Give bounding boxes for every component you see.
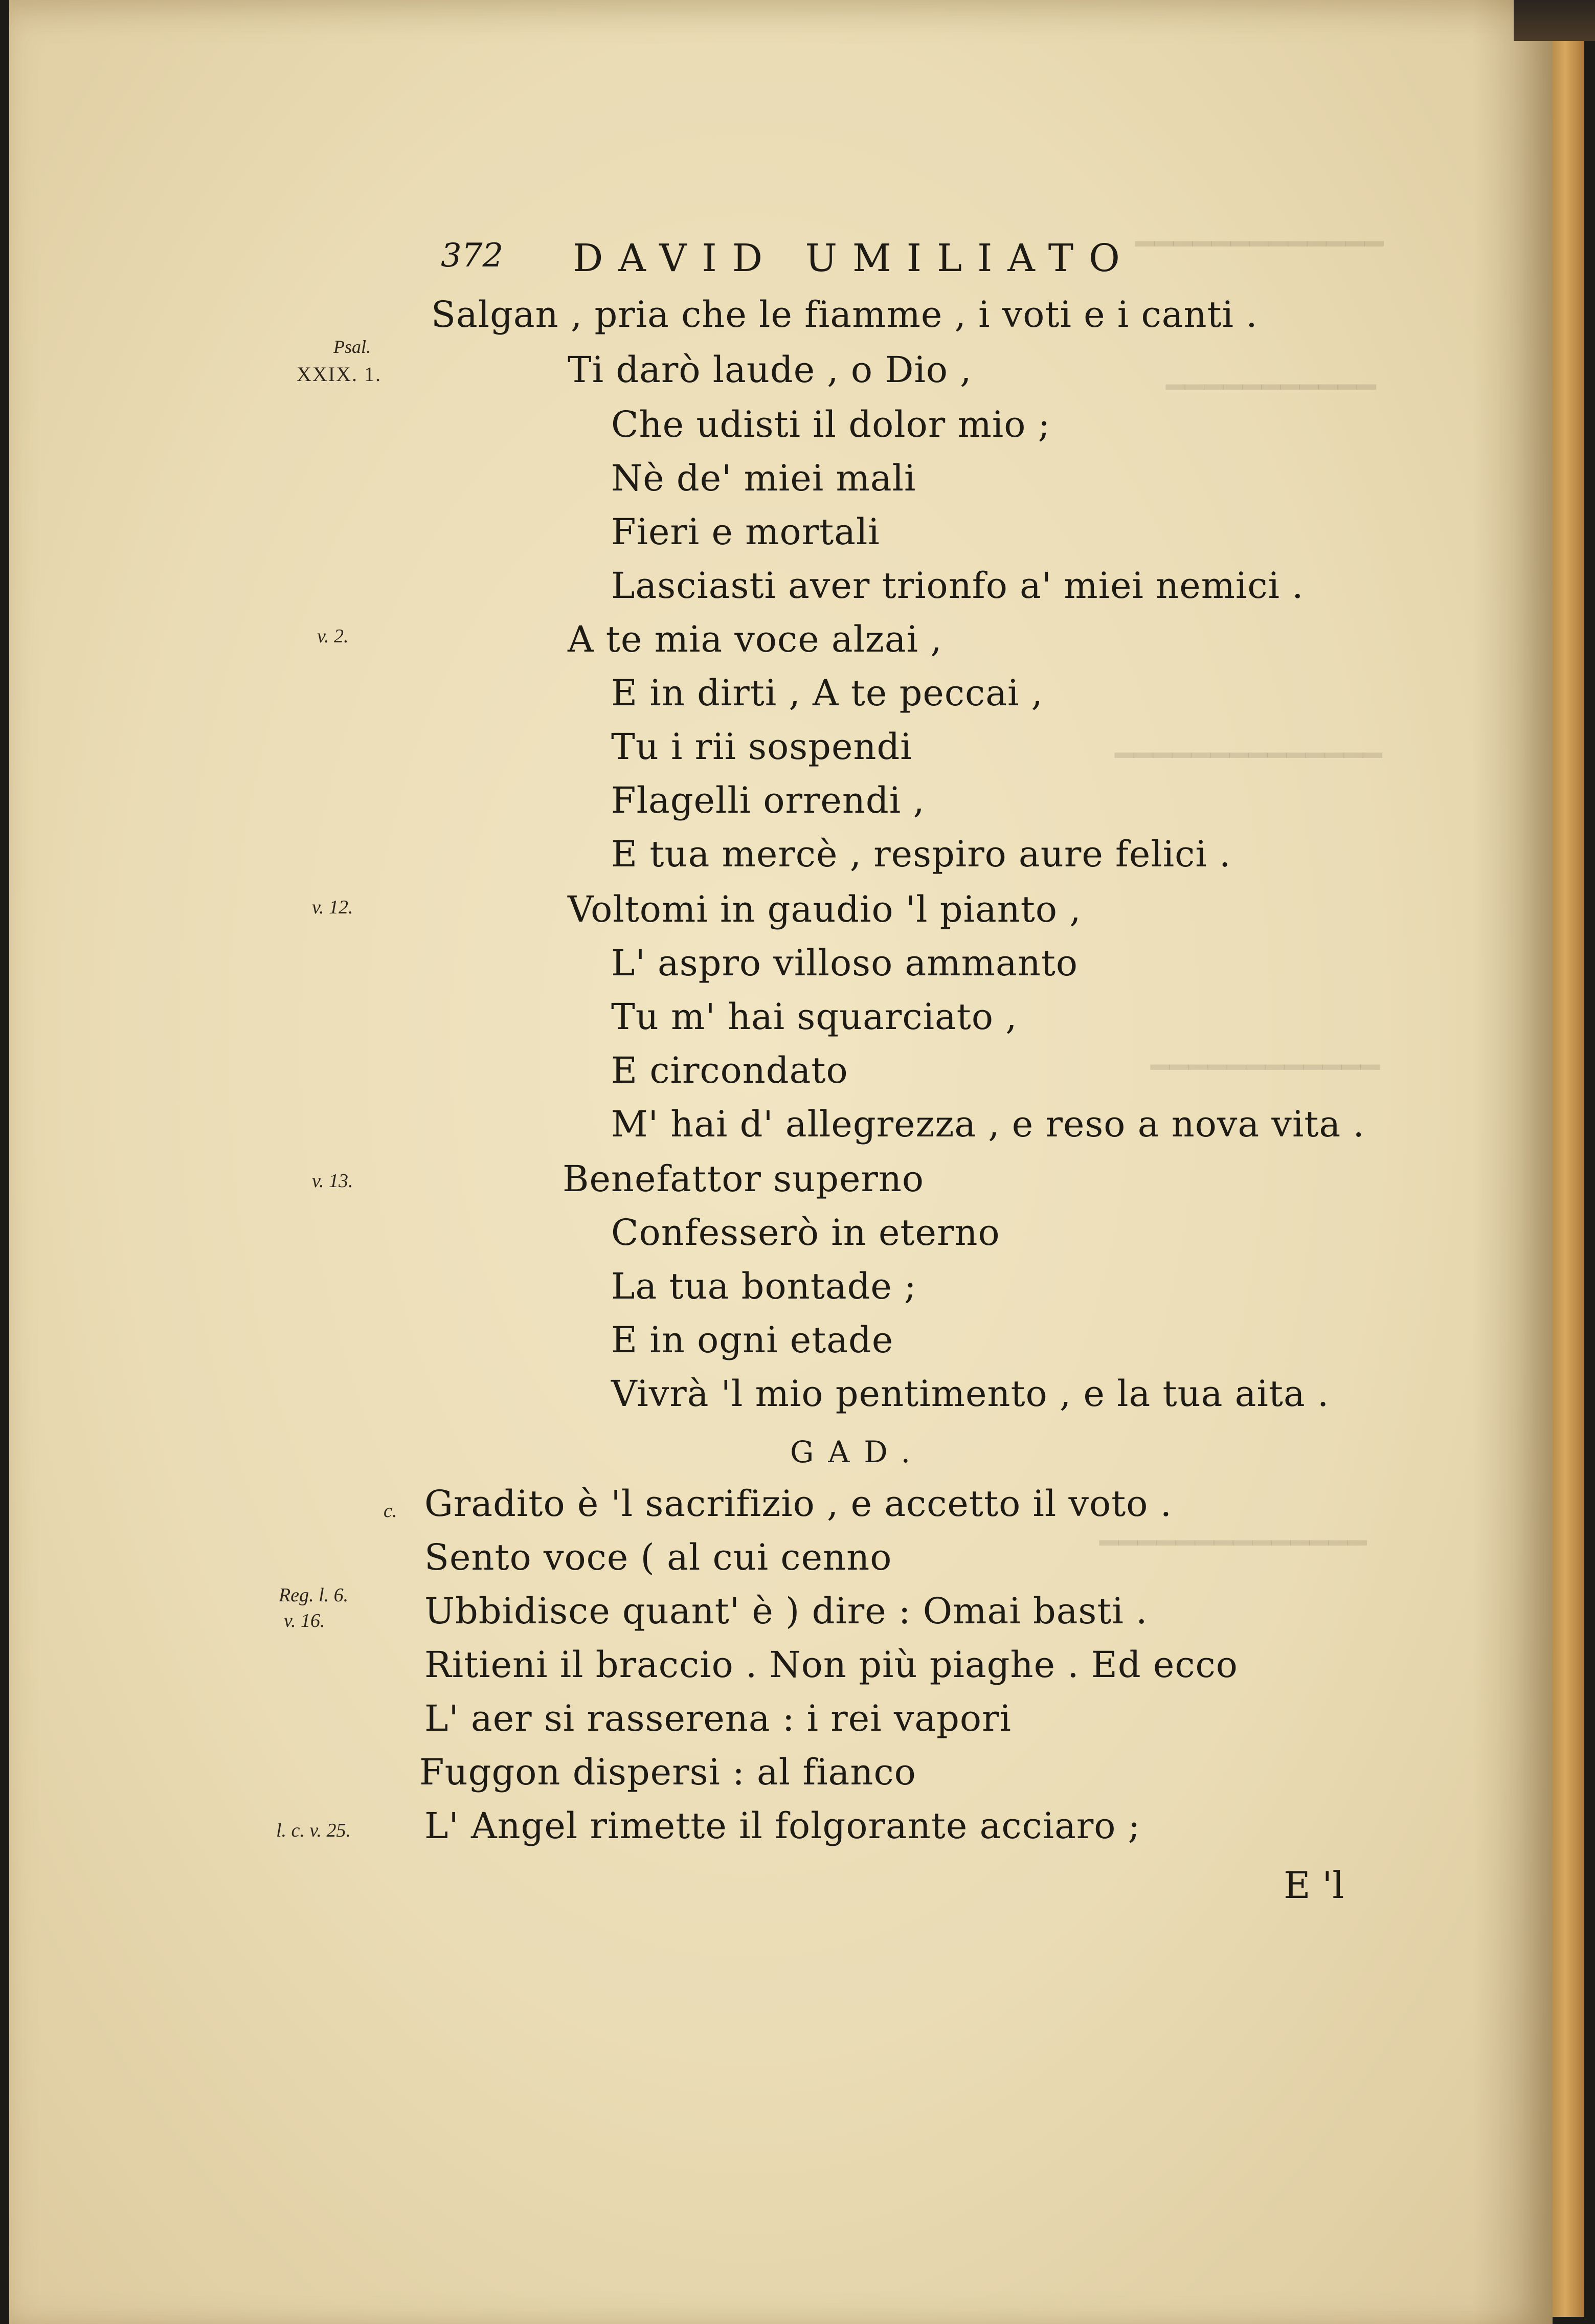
- page-number: 372: [441, 237, 504, 275]
- verse-line: L' aspro villoso ammanto: [611, 942, 1079, 984]
- margin-note-verse: v. 12.: [312, 897, 353, 918]
- margin-note-psal-label: Psal.: [333, 337, 371, 357]
- verse-line: Tu m' hai squarciato ,: [611, 996, 1018, 1038]
- binding-corner: [1514, 0, 1595, 41]
- speech-line: Fuggon dispersi : al fianco: [419, 1751, 916, 1793]
- verse-line: M' hai d' allegrezza , e reso a nova vita .: [611, 1103, 1365, 1145]
- margin-note-verse: c.: [384, 1500, 397, 1522]
- verse-line: Nè de' miei mali: [611, 457, 916, 499]
- verse-line: Salgan , pria che le fiamme , i voti e i canti .: [431, 294, 1258, 336]
- page-gutter-shadow: [1473, 0, 1553, 2324]
- verse-line: Lasciasti aver trionfo a' miei nemici .: [611, 565, 1304, 607]
- running-title: DAVID UMILIATO: [573, 236, 1135, 280]
- verse-line: E circondato: [611, 1049, 848, 1091]
- catchword: E 'l: [1284, 1864, 1344, 1907]
- margin-note-verse: v. 13.: [312, 1170, 353, 1192]
- verse-line: E in ogni etade: [611, 1319, 894, 1361]
- verse-line: Voltomi in gaudio 'l pianto ,: [568, 888, 1082, 930]
- margin-note-psal-ref: XXIX. 1.: [297, 363, 381, 386]
- speech-line: L' Angel rimette il folgorante acciaro ;: [424, 1805, 1141, 1847]
- verse-line: E in dirti , A te peccai ,: [611, 672, 1043, 714]
- speech-line: Sento voce ( al cui cenno: [424, 1536, 892, 1578]
- speech-line: Ritieni il braccio . Non più piaghe . Ed ecco: [424, 1644, 1238, 1686]
- verse-line: Tu i rii sospendi: [611, 726, 912, 768]
- speaker-name: GAD.: [790, 1435, 925, 1469]
- margin-note-verse: l. c. v. 25.: [276, 1820, 351, 1841]
- verse-line: Confesserò in eterno: [611, 1212, 1000, 1254]
- verse-line: Flagelli orrendi ,: [611, 779, 925, 821]
- margin-note-reg: Reg. l. 6.: [279, 1584, 349, 1606]
- show-through-ghost: ━━━━━━━━━━━: [1166, 368, 1376, 406]
- speech-line: L' aer si rasserena : i rei vapori: [424, 1697, 1012, 1739]
- margin-note-reg: v. 16.: [284, 1610, 325, 1632]
- verse-line: Che udisti il dolor mio ;: [611, 404, 1051, 445]
- verse-line: Benefattor superno: [563, 1158, 925, 1200]
- show-through-ghost: ━━━━━━━━━━━━: [1151, 1048, 1380, 1086]
- verse-line: E tua mercè , respiro aure felici .: [611, 833, 1231, 875]
- show-through-ghost: ━━━━━━━━━━━━━━: [1115, 736, 1382, 774]
- verse-line: A te mia voce alzai ,: [568, 618, 942, 660]
- show-through-ghost: ━━━━━━━━━━━━━━: [1099, 1524, 1367, 1561]
- verse-line: Ti darò laude , o Dio ,: [568, 349, 972, 391]
- show-through-ghost: ━━━━━━━━━━━━━: [1135, 225, 1384, 262]
- verse-line: Vivrà 'l mio pentimento , e la tua aita .: [611, 1373, 1330, 1415]
- margin-note-verse: v. 2.: [317, 625, 349, 647]
- adjacent-page-edge: [1553, 31, 1584, 2317]
- speech-line: Ubbidisce quant' è ) dire : Omai basti .: [424, 1590, 1148, 1632]
- verse-line: Fieri e mortali: [611, 511, 880, 553]
- speech-line: Gradito è 'l sacrifizio , e accetto il voto .: [424, 1483, 1172, 1525]
- verse-line: La tua bontade ;: [611, 1265, 917, 1307]
